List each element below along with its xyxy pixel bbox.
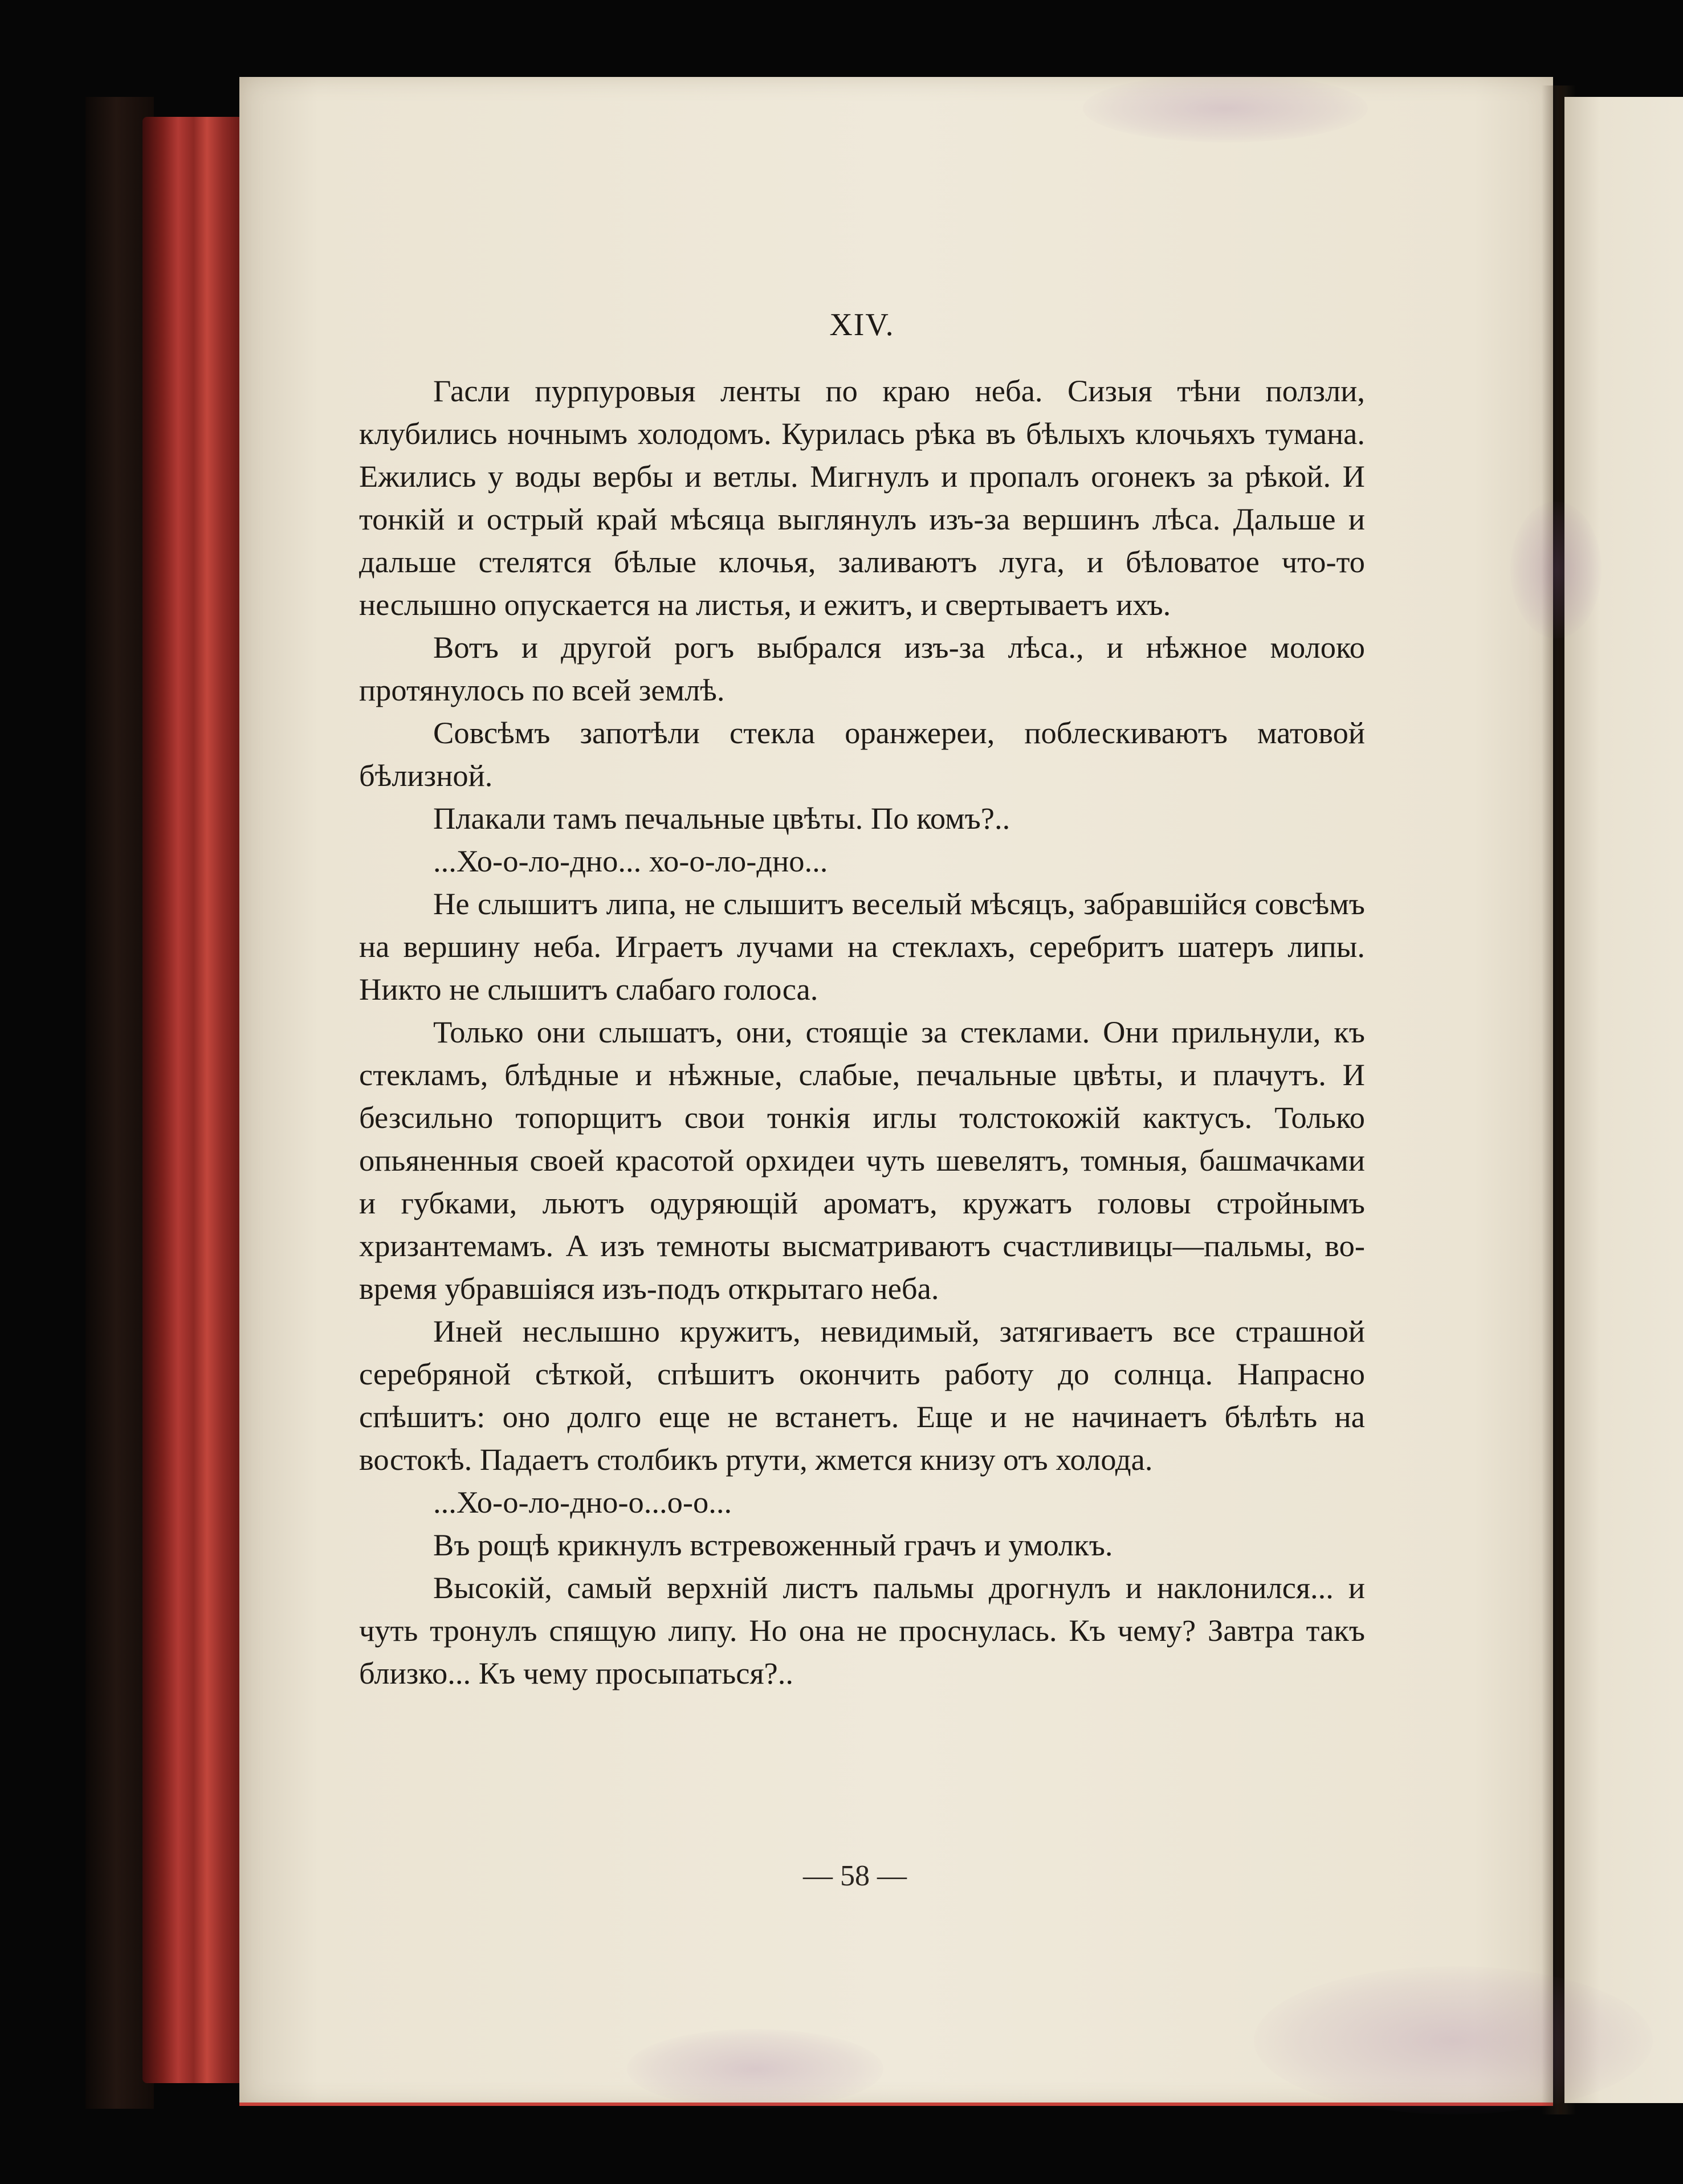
paragraph: Только они слышатъ, они, стоящіе за стеклами. Они прильнули, къ стекламъ, блѣдные и нѣжные, слабые, печальные цвѣты, и плачутъ. И безсильно топорщитъ свои тонкія иглы толстокожій кактусъ. Только опьяненныя своей красотой орхидеи чуть шевелятъ, томныя, башмачками и губками, льютъ одуряющій ароматъ, кружатъ головы стройнымъ хризантемамъ. А изъ темноты высматриваютъ счастливицы—пальмы, во-время убравшіяся изъ-подъ открытаго неба. (359, 1014, 1365, 1306)
paragraph: Совсѣмъ запотѣли стекла оранжереи, поблескиваютъ матовой бѣлизной. (359, 715, 1365, 793)
ink-stain (1083, 74, 1368, 142)
ink-stain (1254, 1966, 1653, 2114)
chapter-heading: XIV. (829, 307, 895, 343)
ink-stain (1510, 502, 1602, 638)
paragraph: Высокій, самый верхній листъ пальмы дрогнулъ и наклонился... и чуть тронулъ спящую липу. Но она не проснулась. Къ чему? Завтра такъ близко... Къ чему просыпаться?.. (359, 1570, 1365, 1690)
facing-page (1564, 97, 1683, 2103)
paragraph: Не слышитъ липа, не слышитъ веселый мѣсяцъ, забравшійся совсѣмъ на вершину неба. Играетъ лучами на стеклахъ, серебритъ шатеръ липы. Никто не слышитъ слабаго голоса. (359, 886, 1365, 1007)
paragraph: ...Хо-о-ло-дно-о...о-о... (433, 1485, 732, 1519)
paragraph: Въ рощѣ крикнулъ встревоженный грачъ и умолкъ. (433, 1527, 1113, 1562)
ink-stain (627, 2029, 883, 2109)
paragraph: ...Хо-о-ло-дно... хо-о-ло-дно... (433, 844, 828, 878)
paragraph: Гасли пурпуровыя ленты по краю неба. Сизыя тѣни ползли, клубились ночнымъ холодомъ. Курилась рѣка въ бѣлыхъ клочьяхъ тумана. Ежились у воды вербы и ветлы. Мигнулъ и пропалъ огонекъ за рѣкой. И тонкій и острый край мѣсяца выглянулъ изъ-за вершинъ лѣса. Дальше и дальше стелятся бѣлые клочья, заливаютъ луга, и бѣловатое что-то неслышно опускается на листья, и ежитъ, и свертываетъ ихъ. (359, 373, 1365, 622)
page-edges (142, 117, 254, 2083)
paragraph: Плакали тамъ печальные цвѣты. По комъ?.. (433, 801, 1010, 836)
paragraph: Вотъ и другой рогъ выбрался изъ-за лѣса., и нѣжное молоко протянулось по всей землѣ. (359, 630, 1365, 707)
paragraph: Иней неслышно кружитъ, невидимый, затягиваетъ все страшной серебряной сѣткой, спѣшитъ окончить работу до солнца. Напрасно спѣшитъ: оно долго еще не встанетъ. Еще и не начинаетъ бѣлѣть на востокѣ. Падаетъ столбикъ ртути, жмется книзу отъ холода. (359, 1314, 1365, 1477)
text-block (359, 308, 1365, 1694)
page-number: — 58 — (803, 1860, 907, 1892)
